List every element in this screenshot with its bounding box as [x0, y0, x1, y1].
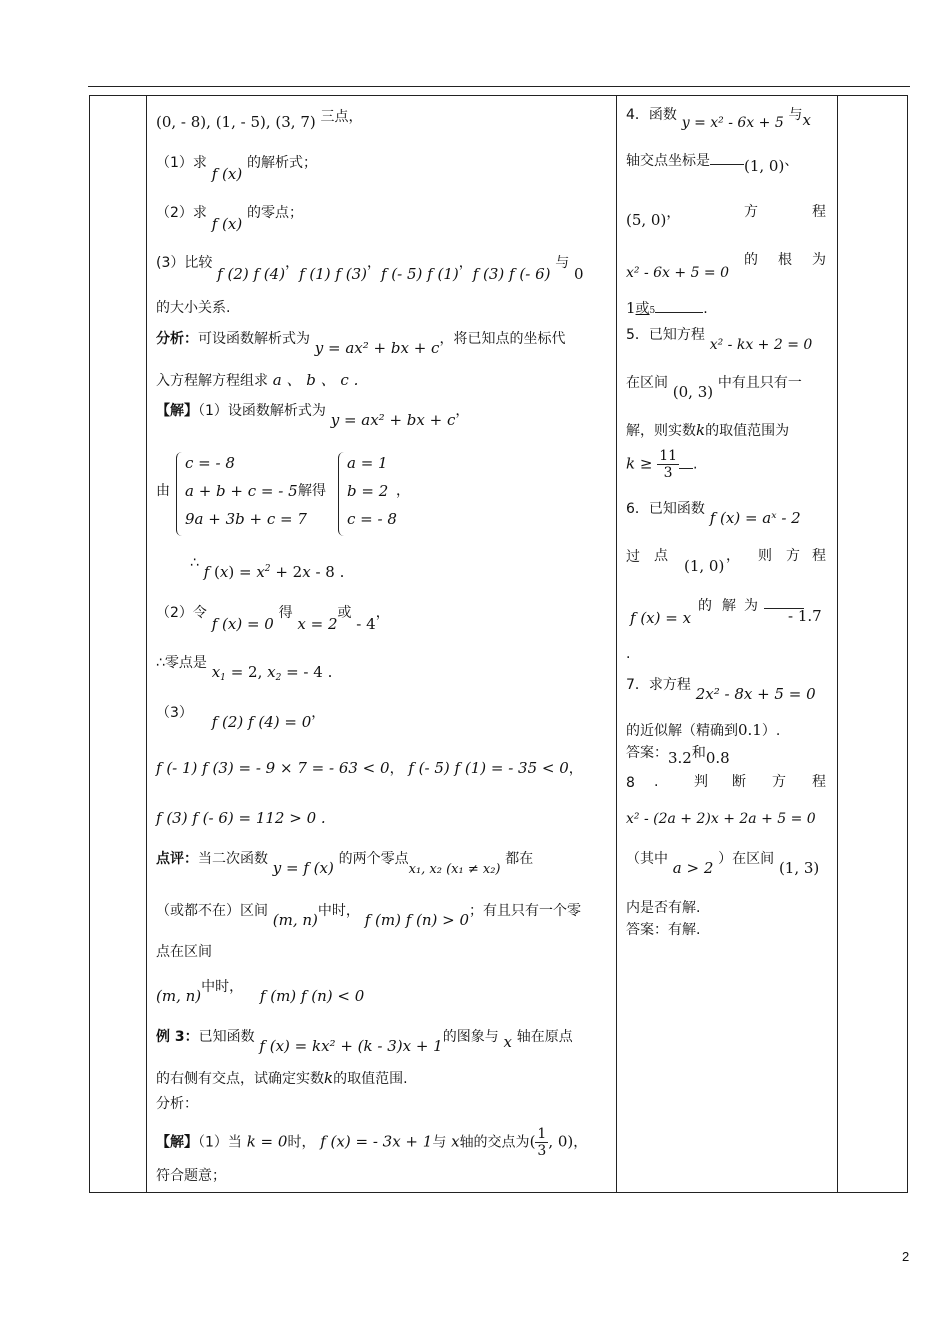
review-line-1	[156, 848, 534, 877]
example-3-fraction	[535, 1126, 548, 1159]
solution-line-1	[156, 400, 470, 429]
review-text-h: 中时，	[201, 979, 244, 995]
exercise-4-cheng: 程	[812, 204, 826, 220]
example-3-solution-math-2: f (x) = - 3x + 1	[320, 1132, 433, 1151]
exercise-4-root-2: 5	[649, 306, 656, 316]
example-3-text-c: 轴在原点	[516, 1029, 573, 1045]
exercise-6-de: 的	[698, 598, 712, 614]
fraction-denominator: 3	[537, 1143, 547, 1159]
example-3-line-2	[156, 1068, 408, 1089]
question-1	[156, 152, 317, 183]
exercise-6-math: f (x) = aˣ - 2	[709, 509, 801, 527]
solution-text-a: （1）设函数解析式为	[198, 403, 326, 419]
part-2-math-1: f (x) = 0	[211, 615, 274, 633]
exercise-8-text-2: ）在区间	[718, 851, 775, 867]
example-3-line-1	[156, 1026, 573, 1055]
part-3-math-3: f (- 5) f (1) = - 35 < 0	[408, 759, 569, 777]
exercise-5-line-1	[626, 324, 813, 353]
page-number: 2	[902, 1249, 910, 1264]
exercise-4-root-1: 1	[626, 299, 636, 317]
system-by: 由	[156, 483, 170, 499]
exercise-column	[626, 96, 832, 1192]
exercise-7-answer-1: 3.2	[668, 749, 692, 767]
exercise-4-line-4	[626, 250, 826, 281]
review-math-6: f (m) f (n) < 0	[259, 987, 365, 1005]
example-3-solution-c: 与	[432, 1134, 447, 1151]
equation-system-left	[176, 452, 307, 536]
exercise-5-end: .	[693, 456, 698, 473]
review-math-1: y = f (x)	[272, 859, 334, 877]
exercise-4-line-5	[626, 298, 708, 321]
exercise-7-math: 2x² - 8x + 5 = 0	[695, 685, 816, 703]
question-1-suffix: 的解析式；	[246, 155, 317, 171]
example-3-solution-math-1: k = 0	[246, 1132, 288, 1151]
exercise-6-guo: 过	[626, 549, 640, 565]
exercise-8-line-1	[626, 772, 826, 793]
exercise-5-prefix: 5．已知方程	[626, 327, 705, 343]
lesson-table	[89, 95, 908, 1193]
question-3-with: 与	[555, 255, 570, 271]
exercise-5-answer-k: k ≥	[626, 454, 653, 473]
system-result-b: b = 2	[347, 482, 389, 500]
exercise-8-duan: 断	[732, 774, 746, 790]
question-3-math-4: f (3) f (- 6)	[472, 265, 551, 283]
part-2-prefix: （2）令	[156, 605, 207, 621]
example-3-solution-label: 【解】	[156, 1134, 198, 1151]
exercise-6-prefix: 6．已知函数	[626, 501, 705, 517]
exercise-8-text-1: （其中	[626, 851, 668, 867]
exercise-4-line-1	[626, 104, 811, 131]
question-3-tail: 的大小关系.	[156, 300, 231, 316]
zeros-prefix: ∴零点是	[156, 655, 207, 671]
system-eq-3: 9a + 3b + c = 7	[185, 510, 307, 528]
part-2-math-3: - 4	[356, 615, 376, 633]
exercise-6-line-1	[626, 498, 801, 527]
analysis-line-2	[156, 370, 358, 391]
part-2-get: 得	[278, 605, 293, 621]
exercise-4-answer-2: (5, 0)	[626, 211, 667, 229]
example-3-text-d: 的右侧有交点，试确定实数	[156, 1071, 324, 1087]
exercise-5-interval: (0, 3)	[672, 383, 714, 401]
example-3-solution-a: （1）当	[198, 1134, 242, 1151]
exercise-7-and: 和	[691, 745, 706, 761]
exercise-7-precision: 0.1	[738, 721, 762, 739]
column-divider-3	[837, 96, 838, 1192]
analysis-text-c: 入方程解方程组求	[156, 373, 268, 389]
solution-text-b: ，	[455, 403, 470, 419]
exercise-7-prefix: 7．求方程	[626, 677, 691, 693]
system-result-a: a = 1	[347, 454, 388, 472]
part-3-line-1: （3） f (2) f (4) = 0，	[156, 705, 326, 731]
part-3-math-1: f (2) f (4) = 0	[211, 713, 312, 731]
review-math-3: (m, n)	[272, 911, 318, 929]
exercise-5-text: 中有且只有一	[717, 375, 802, 391]
review-text-e: 中时，	[317, 903, 360, 919]
part-2-math-2: x = 2	[297, 615, 338, 633]
part-3-label: （3）	[156, 705, 193, 721]
system-eq-2: a + b + c = - 5	[185, 482, 298, 500]
exercise-6-line-3	[626, 596, 826, 627]
exercise-8-line-3	[626, 848, 820, 877]
example-3-text-e: 的取值范围.	[333, 1071, 408, 1087]
part-3-line-2: f (- 1) f (3) = - 9 × 7 = - 63 < 0， f (- 5) f (1) = - 35 < 0，	[156, 759, 583, 777]
exercise-7-answer-2: 0.8	[705, 749, 730, 767]
exercise-8-pan: 判	[694, 774, 708, 790]
exercise-8-condition: a > 2	[672, 859, 714, 877]
exercise-4-text-1: 轴交点坐标是	[626, 153, 710, 169]
analysis-label: 分析：	[156, 331, 198, 347]
review-line-2	[156, 900, 582, 929]
example-3-x: x	[503, 1033, 512, 1051]
example-3-math: f (x) = kx² + (k - 3)x + 1	[259, 1037, 443, 1055]
review-math-5: (m, n)	[156, 987, 202, 1005]
example-3-label: 例 3：	[156, 1029, 199, 1045]
exercise-6-wei: 为	[744, 598, 758, 614]
exercise-6-answer: - 1.7	[788, 607, 822, 625]
exercise-4-answer-1: (1, 0)	[744, 157, 785, 175]
review-math-2: x₁, x₂ (x₁ ≠ x₂)	[408, 862, 501, 877]
given-points: (0, - 8), (1, - 5), (3, 7)	[156, 113, 316, 131]
review-text-f: ；有且只有一个零	[469, 903, 582, 919]
part-2-line	[156, 602, 390, 633]
exercise-7-answer-label: 答案：	[626, 745, 668, 761]
exercise-6-end: .	[626, 646, 631, 662]
exercise-4-gen: 根	[778, 252, 792, 268]
exercise-6-point: (1, 0)	[684, 557, 725, 575]
system-solve-word: 解得	[298, 483, 326, 499]
exercise-8-text-3: 内是否有解.	[626, 900, 701, 916]
exercise-8-equation: x² - (2a + 2)x + 2a + 5 = 0	[626, 811, 816, 827]
exercise-6-dian: 点	[654, 548, 668, 564]
exercise-6-fang: 方	[786, 548, 800, 564]
exercise-5-text-3: 的取值范围为	[705, 423, 790, 439]
example-3-solution-d: 轴的交点为	[459, 1134, 530, 1151]
exercise-5-math: x² - kx + 2 = 0	[709, 337, 813, 353]
solution-label: 【解】	[156, 403, 198, 419]
exercise-4-wei: 为	[812, 252, 826, 268]
exercise-4-prefix: 4．函数	[626, 107, 677, 123]
question-2-prefix: （2）求	[156, 205, 207, 221]
question-2-math: f (x)	[211, 215, 243, 233]
exercise-5-k: k	[696, 421, 706, 439]
exercise-7-text: 的近似解（精确到	[626, 723, 738, 739]
exercise-6-equation: f (x) = x	[630, 609, 692, 627]
exercise-6-line-2	[626, 546, 826, 575]
exercise-6-comma: ，	[726, 548, 740, 564]
main-column	[156, 96, 618, 1192]
exercise-5-line-3	[626, 420, 789, 441]
exercise-6-jie: 解	[722, 598, 736, 614]
question-3-math-2: f (1) f (3)	[299, 265, 367, 283]
review-text-a: 当二次函数	[198, 851, 268, 867]
review-text-d: （或都不在）区间	[156, 903, 268, 919]
exercise-6-cheng: 程	[812, 548, 826, 564]
exercise-4-line-2: 轴交点坐标是 (1, 0)、	[626, 153, 799, 175]
part-2-or: 或	[337, 605, 352, 621]
fraction-numerator: 1	[537, 1126, 547, 1142]
column-divider-1	[146, 96, 147, 1192]
analysis-text-b: ，将已知点的坐标代	[439, 331, 566, 347]
analysis-math: y = ax² + bx + c	[314, 339, 440, 357]
example-3-analysis: 分析：	[156, 1096, 198, 1112]
exercise-5-answer	[626, 448, 698, 481]
exercise-8-number: 8	[626, 775, 635, 791]
exercise-5-interval-label: 在区间	[626, 375, 668, 391]
example-3-solution: 【解】（1）当 k = 0时， f (x) = - 3x + 1与 x轴的交点为( $\frac{1}{3}$ , 0)，	[156, 1126, 588, 1159]
example-3-k: k	[324, 1069, 334, 1087]
review-text-b: 的两个零点	[338, 851, 409, 867]
analysis-text-a: 可设函数解析式为	[198, 331, 310, 347]
example-3-solution-e: ，	[573, 1134, 588, 1151]
exercise-5-text-2: 解，则实数	[626, 423, 696, 439]
exercise-5-line-2	[626, 372, 802, 401]
review-text-c: 都在	[505, 851, 534, 867]
solution-math: y = ax² + bx + c	[330, 411, 456, 429]
exercise-4-end: .	[703, 301, 708, 317]
part-3-math-4: f (3) f (- 6) = 112 > 0 .	[156, 809, 326, 827]
given-points-suffix: 三点，	[320, 109, 363, 125]
question-3-zero: 0	[574, 265, 584, 283]
exercise-4-or: 或	[635, 301, 650, 317]
exercise-8-cheng: 程	[812, 774, 826, 790]
exercise-4-line-3	[626, 202, 826, 229]
exercise-4-fang: 方	[744, 204, 758, 220]
zeros-line	[156, 652, 333, 683]
exercise-7-answer	[626, 742, 730, 767]
question-3-prefix: (3）比较	[156, 255, 213, 271]
exercise-5-numerator: 11	[659, 448, 678, 464]
question-2	[156, 202, 303, 233]
result-line	[190, 552, 345, 581]
question-3-math-3: f (- 5) f (1)	[380, 265, 459, 283]
example-3-text-b: 的图象与	[442, 1029, 499, 1045]
part-3-math-2: f (- 1) f (3) = - 9 × 7 = - 63 < 0	[156, 759, 390, 777]
exercise-5-fraction	[657, 448, 679, 481]
system-eq-1: c = - 8	[185, 454, 235, 472]
review-label: 点评：	[156, 851, 198, 867]
exercise-4-with: 与	[788, 107, 803, 123]
question-2-suffix: 的零点；	[246, 205, 303, 221]
example-3-text-a: 已知函数	[198, 1029, 255, 1045]
exercise-8-dot: .	[654, 774, 659, 790]
equation-system-right	[338, 452, 399, 536]
exercise-8-interval: (1, 3)	[778, 859, 820, 877]
exercise-8-line-2	[626, 808, 816, 829]
exercise-4-de: 的	[744, 252, 758, 268]
exercise-4-equation: x² - 6x + 5 = 0	[626, 265, 730, 281]
question-1-prefix: （1）求	[156, 155, 207, 171]
exercise-7-line-2	[626, 720, 780, 741]
exercise-7-end: ）.	[761, 723, 781, 739]
analysis-line-1	[156, 328, 566, 357]
part-2-comma: ，	[375, 605, 390, 621]
exercise-6-ze: 则	[758, 548, 772, 564]
zeros-math: $x_1 = 2$, $x_2$ = - 4 .	[211, 663, 333, 683]
review-text-g: 点在区间	[156, 944, 212, 960]
exercise-4-math: y = x² - 6x + 5	[681, 115, 784, 131]
therefore-symbol: ∴	[190, 555, 199, 571]
example-3-solution-f: 符合题意；	[156, 1168, 226, 1184]
system-result-c: c = - 8	[347, 510, 397, 528]
example-3-solution-b: 时，	[287, 1134, 316, 1151]
question-3: (3）比较 f (2) f (4)，f (1) f (3)，f (- 5) f (1)，f (3) f (- 6) 与 0	[156, 255, 584, 283]
example-3-solution-x: x	[451, 1132, 460, 1151]
exercise-4-comma: ，	[666, 205, 681, 221]
exercise-8-answer: 答案：有解.	[626, 922, 701, 938]
given-points-line	[156, 109, 363, 133]
system-comma: ，	[396, 483, 410, 499]
exercise-5-denominator: 3	[663, 465, 673, 481]
review-math-4: f (m) f (n) > 0	[364, 911, 470, 929]
result-math: f $(x) = x^2 + 2x - 8$ .	[203, 563, 345, 581]
exercise-4-x: x	[802, 111, 811, 129]
header-rule	[88, 86, 910, 87]
exercise-8-fang: 方	[772, 774, 786, 790]
exercise-7-line-1	[626, 674, 816, 703]
part-3-line-3	[156, 808, 326, 828]
question-3-math-1: f (2) f (4)	[217, 265, 286, 283]
review-line-4	[156, 976, 365, 1005]
question-1-math: f (x)	[211, 165, 243, 183]
analysis-vars: a 、 b 、 c .	[272, 371, 359, 389]
